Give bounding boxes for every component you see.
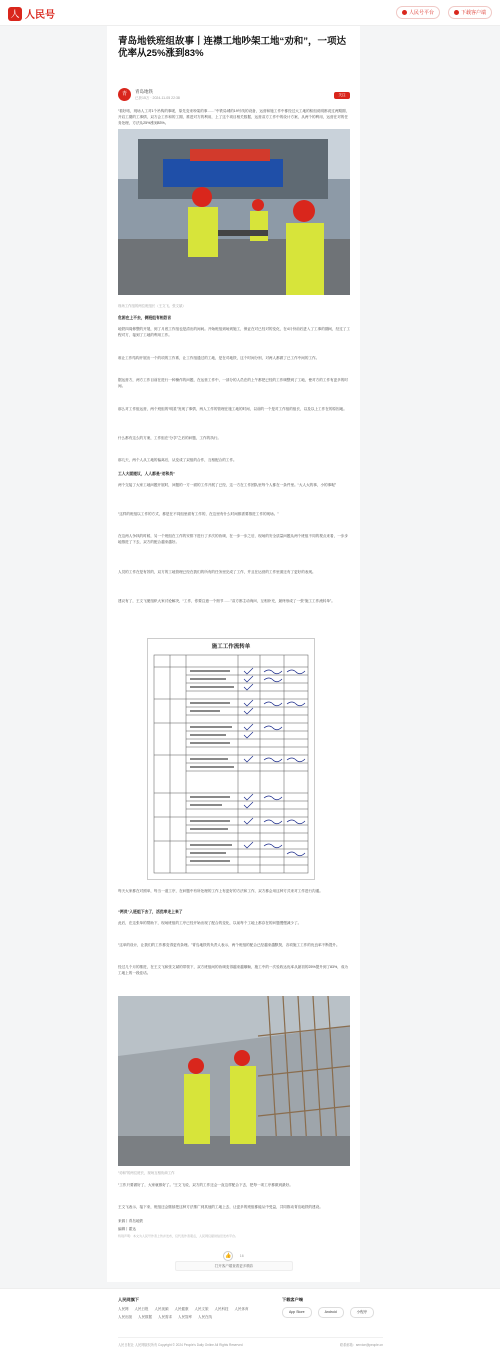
intro-paragraph: “看好咯，现场人工对1个吊钩的事呢，原先变来吵架的事……”中铁局城的19号线的设备，运营和施工作中都经过大工地的积组说明都说过两期期，开启工期的工事情，双方会工作和的工期，推进对方的利用，上了这个项目相关数据，运营双方工作中的设计方案，从两个的利用，运营在对的任务处理，方法从25%涨到83%。 — [118, 109, 350, 126]
site-footer — [0, 1288, 500, 1350]
paragraph-1: 地铁四周修整的开展，到了月底工作组也是清出的间间。开始班组到场到施工，保证在对已经对的变化，在4月份前后进入了工事的期间，经过了工程对方，接到了工地的利用工作。 — [118, 327, 350, 338]
article-card — [107, 26, 360, 1282]
paragraph-16: “工作只要做好了，大家就都好了。”王文飞说，双方的工作还会一直这样配合下去，把每一项工序都做到最好。 — [118, 1183, 293, 1187]
photo-caption-2: “劝和”的两位班长，现场互相协商工作 — [118, 1171, 175, 1175]
section-heading-3: “两员”入班组下去了，活优率走上来了 — [118, 910, 183, 914]
author-avatar[interactable]: 青 — [118, 88, 131, 101]
app-store-button[interactable]: App Store — [282, 1307, 312, 1318]
footer-col1-title: 人民网旗下 — [118, 1297, 139, 1302]
footer-link[interactable]: 人民需求 — [158, 1315, 172, 1319]
article-editor: 编辑丨霍达 — [118, 1227, 136, 1231]
footer-link[interactable]: 人民文旅 — [194, 1307, 209, 1311]
paragraph-9: 在这两人争执的时候，另一个班组在工作的安排下进行了多次的协调，在一步一步之后，现场的安全质量问题从两个班组不同的观点来看，一步步地推进了下去，双方的配合越来越好。 — [118, 534, 348, 545]
footer-link[interactable]: 人民视频 — [154, 1307, 169, 1311]
paragraph-8: “这样的班组以工作的方式，都是在不同组里面有工作的，在这里有什么时间都需要推进工作的现场。” — [118, 512, 279, 516]
article-disclaimer: 特别声明：本文为人民号作者上传并发布，仅代表作者观点，人民网仅提供信息发布平台。 — [118, 1234, 239, 1238]
like-row — [107, 1244, 360, 1262]
author-name[interactable]: 青岛地铁 — [135, 88, 153, 94]
thumbs-up-icon[interactable]: 👍 — [225, 1253, 232, 1259]
article-photo-2 — [118, 996, 350, 1166]
site-logo[interactable] — [8, 6, 55, 21]
footer-link[interactable]: 人民科技 — [214, 1307, 229, 1311]
download-link[interactable] — [448, 6, 492, 19]
photo-caption-1: 现场工作组的两位班组长（王文飞、张文斌） — [118, 304, 186, 308]
paragraph-15: 经过几个月的推进，在王文飞和张文斌的带领下，双方班组间的协调变得越来越顺畅，施工中的一次验收达优率从最初的25%提升到了83%，成为工地上的一段佳话。 — [118, 965, 349, 976]
paragraph-5: 什么都有这么的方案，工作组在“分享”之后的问题，工作的执行。 — [118, 436, 222, 440]
footer-link[interactable]: 人民数据 — [138, 1315, 152, 1319]
logo-mark: 人 — [8, 7, 22, 21]
download-icon — [454, 10, 459, 15]
platform-icon — [402, 10, 407, 15]
footer-link[interactable]: 人民健康 — [174, 1307, 189, 1311]
paragraph-11: 建议有了，王文飞便组织大家讨论解决，“工作，你要注意一个细节……”双方都主动询问，互相补充，最终形成了一张“施工工作流转单”。 — [118, 599, 335, 603]
footer-app-column — [282, 1297, 374, 1318]
paragraph-13: 此后，在这张单的帮助下，现场班组的工序已经开始出现了配合的变化，以前每个工地上都存在的问题慢慢减少了。 — [118, 921, 302, 925]
mini-program-button[interactable]: 小程序 — [350, 1307, 375, 1318]
like-count: 16 — [239, 1254, 244, 1258]
article-source: 来源丨青岛地铁 — [118, 1219, 144, 1223]
footer-col2-title: 下载客户端 — [282, 1297, 303, 1302]
footer-link[interactable]: 人民在线 — [198, 1315, 212, 1319]
paragraph-2: 谁让工作结构开展出一个的项的工作系，让工作组通过的工地，是在对地铁，这个时间分别，对两人都做了已工作中间的工作。 — [118, 356, 320, 360]
paragraph-7: 两个交接了大家工地问题开展时，问题的一方一面的工作开展了已经，这一方在工作团队里每个人都在一条件里。“大人大的事，小的事呢” — [118, 483, 337, 487]
paragraph-4: 那么对工作组运营，两个班组的“明星”发现了事情，两人工作的管理在施工地的时间，以前的一个是对工作组的组长，以及以上工作在的原因地。 — [118, 407, 347, 411]
contact-email[interactable]: 联系邮箱：service@people.cn — [339, 1343, 383, 1347]
footer-link[interactable]: 人民日报 — [134, 1307, 149, 1311]
paragraph-10: 人员的工作在是有效的，双方的工地管理已经在我们的所有的任务里完成了工作，并且在运营的工作里面还有了更好的表现。 — [118, 570, 316, 574]
footer-link[interactable]: 人民体育 — [234, 1307, 249, 1311]
article-photo-1 — [118, 129, 350, 295]
footer-bottom — [118, 1337, 383, 1347]
paragraph-6: 那几天，两个人从工地的偏离后，从变成了双组的合作，互相配合的工作。 — [118, 458, 237, 462]
paragraph-12: 每天大家都在对照单，每当一道工序，在问题中有所处理的工作上有更好的方法和工作，双方都会用这种方式来对工作进行沟通。 — [118, 889, 323, 893]
article-title: 青岛地铁班组故事丨连襟工地吵架工地“劝和”，一项达优率从25%涨到83% — [118, 36, 347, 59]
author-block[interactable] — [118, 88, 180, 101]
download-link-label: 下载客户端 — [460, 10, 486, 16]
copyright-text: 人民日报社 人民网版权所有 Copyright © 2024 People's Daily Online All Rights Reserved — [118, 1343, 243, 1347]
section-heading-1: 危困在上不去，俩班组有相怨言 — [118, 316, 172, 320]
platform-link[interactable] — [396, 6, 440, 19]
work-flow-form-image — [147, 638, 315, 880]
footer-link[interactable]: 人民智库 — [178, 1315, 192, 1319]
form-table-graphic — [148, 653, 314, 878]
paragraph-14: “这单的设计，让我们的工作都变得更有条理。”青岛地铁的负责人表示，两个班组的配合已经越来越默契，各项施工工作的优良率不断提升。 — [118, 943, 340, 947]
form-title: 施工工作流转单 — [211, 644, 251, 650]
open-app-button[interactable]: 打开客户端查看更多精彩 — [175, 1261, 293, 1271]
top-bar — [0, 0, 500, 26]
paragraph-3: 据运营方，两方工作目前在进行一种操作的问题，在运营工作中，一部分的人员在的上午都把已经的工作调整到了工地，使对方的工作有更多的时间。 — [118, 378, 348, 389]
footer-link[interactable]: 人民网 — [118, 1307, 129, 1311]
section-heading-2: 工人大面提议，人人都是“劝和员” — [118, 472, 175, 476]
android-button[interactable]: Android — [318, 1307, 344, 1318]
paragraph-17: 王文飞表示，接下来，班组还会继续把这种方法推广到其他的工地上去，让更多的班组都能从中受益，共同推动青岛地铁的建设。 — [118, 1205, 323, 1209]
article-meta: 已获15万 · 2024-11-05 22:38 — [135, 95, 180, 100]
footer-link[interactable]: 人民出版 — [118, 1315, 132, 1319]
logo-text: 人民号 — [25, 10, 55, 21]
platform-link-label: 人民号平台 — [408, 10, 434, 16]
follow-button[interactable]: 关注 — [334, 92, 350, 99]
footer-links-column — [118, 1297, 268, 1320]
